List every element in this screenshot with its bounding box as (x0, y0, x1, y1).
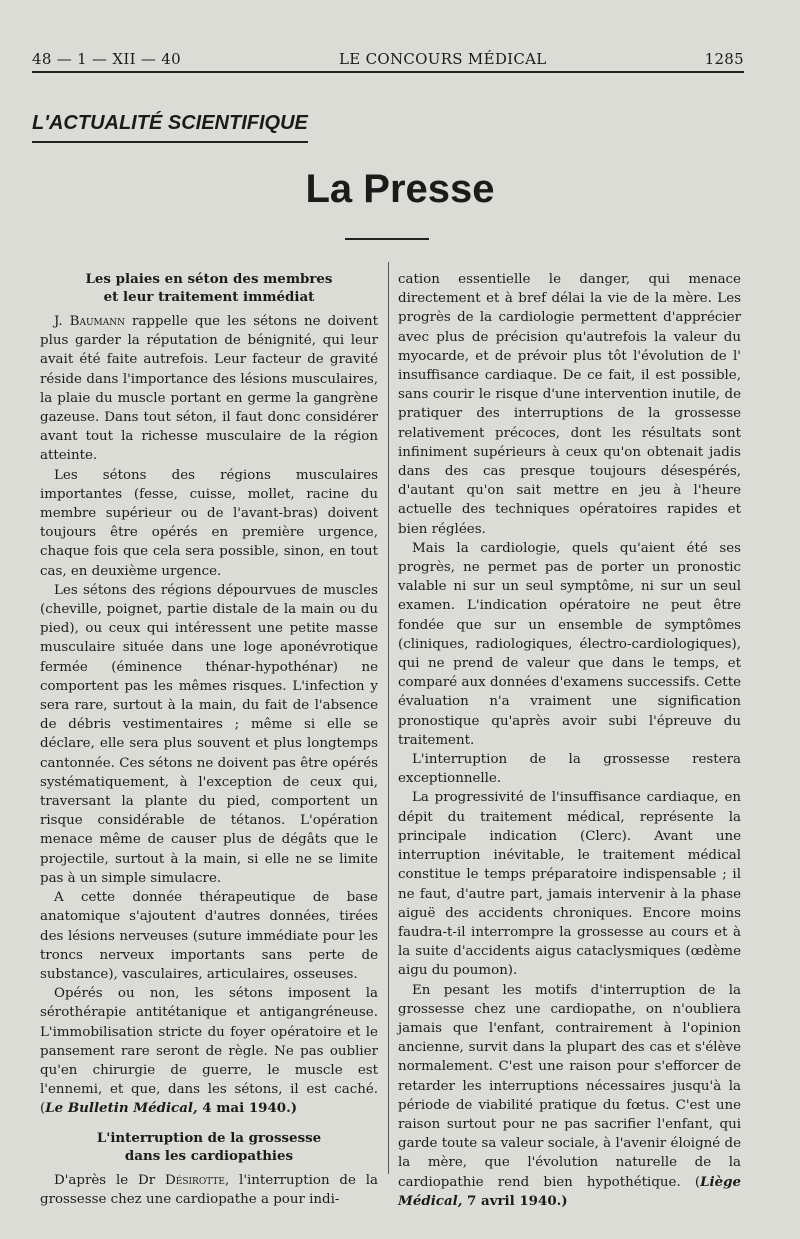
issue-number: 48 — 1 — XII — 40 (32, 50, 181, 68)
article1-source-date: 4 mai 1940.) (197, 1100, 298, 1117)
article2-heading (40, 1129, 378, 1165)
article2-heading-line2: dans les cardiopathies (124, 1147, 294, 1164)
article1-source: Le Bulletin Médical, (45, 1100, 198, 1117)
article2-paragraph-4: La progressivité de l'insuffisance cardiaque, en dépit du traitement médical, représente la principale indication (Clerc). Avant une interruption inévitable, le traitement médical constitue le temps préparatoire indispensable ; il ne faut, d'autre part, jamais intervenir à la phase aiguë des accidents chroniques. Encore moins faudra-t-il interrompre la grossesse au cours et à la suite d'accidents aigus cataclysmiques (œdème aigu du poumon). (398, 790, 741, 979)
article1-paragraph-1-text: rappelle que les sétons ne doivent plus garder la réputation de bénignité, qui leur avait été faite autrefois. Leur facteur de gravité réside dans l'importance des lésions musculaires, la plaie du muscle portant en germe la gangrène gazeuse. Dans tout séton, il faut donc considérer avant tout la richesse musculaire de la région atteinte. (40, 314, 378, 464)
journal-title: LE CONCOURS MÉDICAL (339, 50, 547, 68)
article1-heading (40, 270, 378, 306)
article1-author: J. Baumann (54, 314, 125, 329)
column-separator (388, 262, 389, 1174)
running-head (32, 50, 744, 73)
article2-paragraph-2: Mais la cardiologie, quels qu'aient été ses progrès, ne permet pas de porter un pronostic valable ni sur un seul symptôme, ni sur un seul examen. L'indication opératoire ne peut être fondée que sur un ensemble de symptômes (cliniques, radiologiques, électro-cardiologiques), qui ne prend de valeur que dans le temps, et comparé aux données d'examens successifs. Cette évaluation n'a vraiment une signification pronostique qu'après avoir subi l'épreuve du traitement. (398, 540, 741, 748)
article2-author: Désirotte (165, 1172, 225, 1188)
article2-paragraph-3: L'interruption de la grossesse restera exceptionnelle. (398, 752, 741, 787)
article2-paragraph-1-text: , l'interruption de la grossesse chez une cardiopathe a pour indi- (40, 1172, 378, 1207)
left-column (40, 270, 378, 1209)
article2-paragraph-5-text: En pesant les motifs d'interruption de la grossesse chez une cardiopathe, on n'oubliera jamais que l'enfant, contrairement à l'opinion ancienne, survit dans la plupart des cas et s'élève normalement. C'est une raison pour s'efforcer de retarder les interruptions nécessaires jusqu'à la période de viabilité pratique du fœtus. C'est une raison surtout pour ne pas sacrifier l'enfant, qui garde toute sa valeur sociale, à l'avenir éloigné de la mère, que l'évolution naturelle de la cardiopathie rend bien hypothétique. ( (398, 982, 741, 1190)
page-title: La Presse (305, 167, 495, 211)
article2-heading-line1: L'interruption de la grossesse (96, 1129, 322, 1146)
article1-paragraph-2: Les sétons des régions musculaires importantes (fesse, cuisse, mollet, racine du membre supérieur ou de l'avant-bras) doivent toujours être opérés en première urgence, chaque fois que cela sera possible, sinon, en tout cas, en deuxième urgence. (40, 467, 378, 579)
article2-paragraph-5 (398, 981, 741, 1211)
article2-intro: D'après le Dr (54, 1172, 166, 1188)
article2-source-date: 7 avril 1940.) (462, 1192, 568, 1209)
article1-paragraph-1 (40, 312, 378, 466)
article1-paragraph-5 (40, 984, 378, 1118)
article2-paragraph-1-start (40, 1171, 378, 1209)
article2-paragraph-1-continued: cation essentielle le danger, qui menace directement et à bref délai la vie de la mère. Les progrès de la cardiologie permettent d'apprécier avec plus de précision qu'autrefois la valeur du myocarde, et de prévoir plus tôt l'évolution de l' insuffisance cardiaque. De ce fait, il est possible, sans courir le risque d'une intervention inutile, de pratiquer des interruptions de la grossesse relativement précoces, dont les résultats sont infiniment supérieurs à ceux qu'on obtenait jadis dans des cas presque toujours désespérés, d'autant qu'on sait mettre en jeu à l'heure actuelle des techniques opératoires rapides et bien réglées. (398, 272, 741, 537)
article2-source: Liège Médical, (398, 1173, 741, 1209)
article1-paragraph-3: Les sétons des régions dépourvues de muscles (cheville, poignet, partie distale de la main ou du pied), ou ceux qui intéressent une petite masse musculaire située dans une loge aponévrotique fermée (éminence thénar-hypothénar) ne comportent pas les mêmes risques. L'infection y sera rare, surtout à la main, du fait de l'absence de débris vestimentaires ; même si elle se déclare, elle sera plus souvent et plus longtemps cantonnée. Ces sétons ne doivent pas être opérés systématiquement, à l'exception de ceux qui, traversant la plante du pied, comportent un risque considérable de tétanos. L'opération menace même de causer plus de dégâts que le projectile, surtout à la main, si elle ne se limite pas à un simple simulacre. (40, 582, 378, 886)
article1-heading-line1: Les plaies en séton des membres (85, 271, 333, 287)
page-number: 1285 (704, 50, 744, 68)
section-label: L'ACTUALITÉ SCIENTIFIQUE (32, 112, 308, 143)
title-rule (345, 238, 429, 240)
article1-heading-line2: et leur traitement immédiat (103, 289, 315, 305)
article1-paragraph-4: A cette donnée thérapeutique de base anatomique s'ajoutent d'autres données, tirées des lésions nerveuses (suture immédiate pour les troncs nerveux importants sans perte de substance), vasculaires, articulaires, osseuses. (40, 890, 378, 982)
article1-paragraph-5-text: Opérés ou non, les sétons imposent la sérothérapie antitétanique et antigangréneuse. L'immobilisation stricte du foyer opératoire et le pansement rare seront de règle. Ne pas oublier qu'en chirurgie de guerre, le muscle est l'ennemi, et que, dans les sétons, il est caché. ( (40, 986, 378, 1117)
right-column (398, 270, 741, 1211)
